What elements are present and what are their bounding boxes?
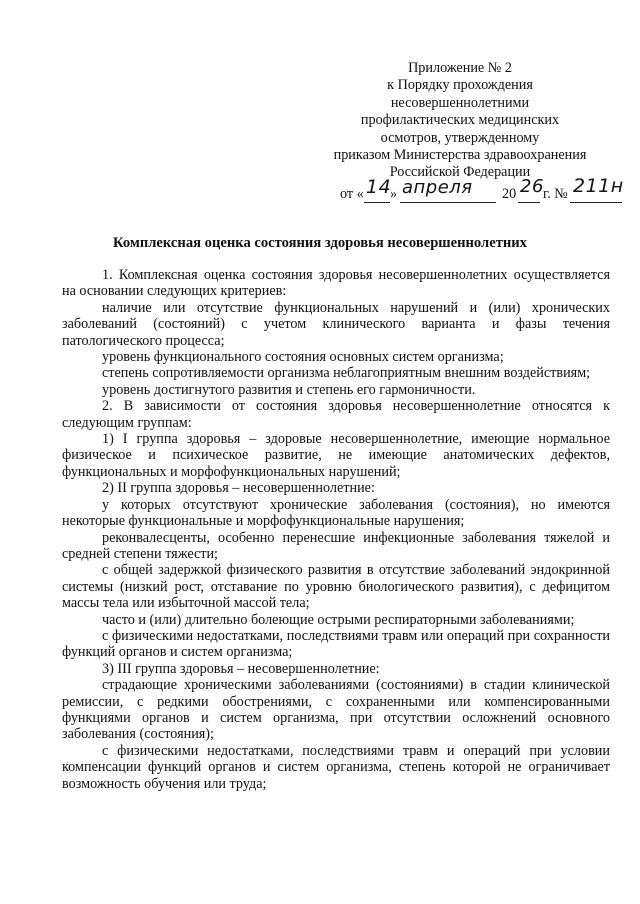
paragraph: страдающие хроническими заболеваниями (состояниями) в стадии клинической ремиссии, с редкими обострениями, с сохраненными или компенсированными функциями органов и систем организма, при отсутствии осложнений основного заболевания (состояния);	[62, 677, 610, 743]
paragraph: 3) III группа здоровья – несовершеннолетние:	[102, 660, 380, 677]
approval-line: к Порядку прохождения	[387, 77, 533, 94]
paragraph: реконвалесценты, особенно перенесшие инфекционные заболевания тяжелой и средней степени тяжести;	[62, 529, 610, 562]
document-title: Комплексная оценка состояния здоровья несовершеннолетних	[113, 235, 527, 251]
quote-close: »	[390, 186, 398, 202]
order-date-number-line	[340, 175, 630, 206]
handwritten-month: апреля	[402, 177, 473, 198]
paragraph: с физическими недостатками, последствиями травм или операций при сохранности функций органов и систем организма;	[62, 627, 610, 661]
approval-line: несовершеннолетними	[390, 94, 530, 111]
paragraph: 2) II группа здоровья – несовершеннолетние:	[102, 480, 375, 497]
paragraph: степень сопротивляемости организма неблагоприятным внешним воздействиям;	[102, 365, 591, 382]
paragraph: 1. Комплексная оценка состояния здоровья несовершеннолетних осуществляется на основании следующих критериев:	[62, 267, 610, 300]
paragraph: с физическими недостатками, последствиями травм и операций при условии компенсации функций органов и систем организма, степень которой не ограничивает возможность обучения или труда;	[62, 742, 610, 792]
paragraph: с общей задержкой физического развития в отсутствие заболеваний эндокринной системы (низкий рост, отставание по уровню биологического развития), с дефицитом массы тела или избыточной массой тела;	[62, 562, 610, 612]
paragraph: у которых отсутствуют хронические заболевания (состояния), но имеются некоторые функциональные и морфофункциональные нарушения;	[62, 496, 610, 530]
document-body	[62, 267, 610, 792]
approval-line: приказом Министерства здравоохранения	[333, 147, 587, 164]
paragraph: наличие или отсутствие функциональных нарушений и (или) хронических заболеваний (состояний) с учетом клинического варианта и фазы течения патологического процесса;	[62, 299, 610, 349]
year-prefix: 20	[502, 186, 517, 202]
handwritten-number: 211н	[573, 175, 624, 197]
handwritten-year: 26	[520, 176, 544, 197]
month-underline	[400, 202, 496, 203]
year-number-label: г. №	[543, 186, 568, 202]
number-underline	[570, 202, 622, 203]
approval-line: профилактических медицинских	[360, 112, 560, 129]
approval-line: осмотров, утвержденному	[380, 129, 540, 146]
paragraph: часто и (или) длительно болеющие острыми респираторными заболеваниями;	[102, 611, 575, 628]
approval-line: Приложение № 2	[408, 60, 512, 76]
paragraph: 2. В зависимости от состояния здоровья несовершеннолетние относятся к следующим группам:	[62, 398, 610, 431]
order-from-label: от «	[340, 186, 364, 202]
year-underline	[518, 202, 540, 203]
day-underline	[364, 202, 390, 203]
paragraph: 1) I группа здоровья – здоровые несовершеннолетние, имеющие нормальное физическое и психическое развитие, не имеющие анатомических дефектов, функциональных и морфофункциональных нарушений;	[62, 431, 610, 480]
paragraph: уровень функционального состояния основных систем организма;	[102, 349, 504, 366]
paragraph: уровень достигнутого развития и степень его гармоничности.	[102, 381, 476, 398]
approval-line: Российской Федерации	[389, 164, 531, 181]
handwritten-day: 14	[366, 176, 392, 198]
approval-block	[300, 60, 620, 182]
